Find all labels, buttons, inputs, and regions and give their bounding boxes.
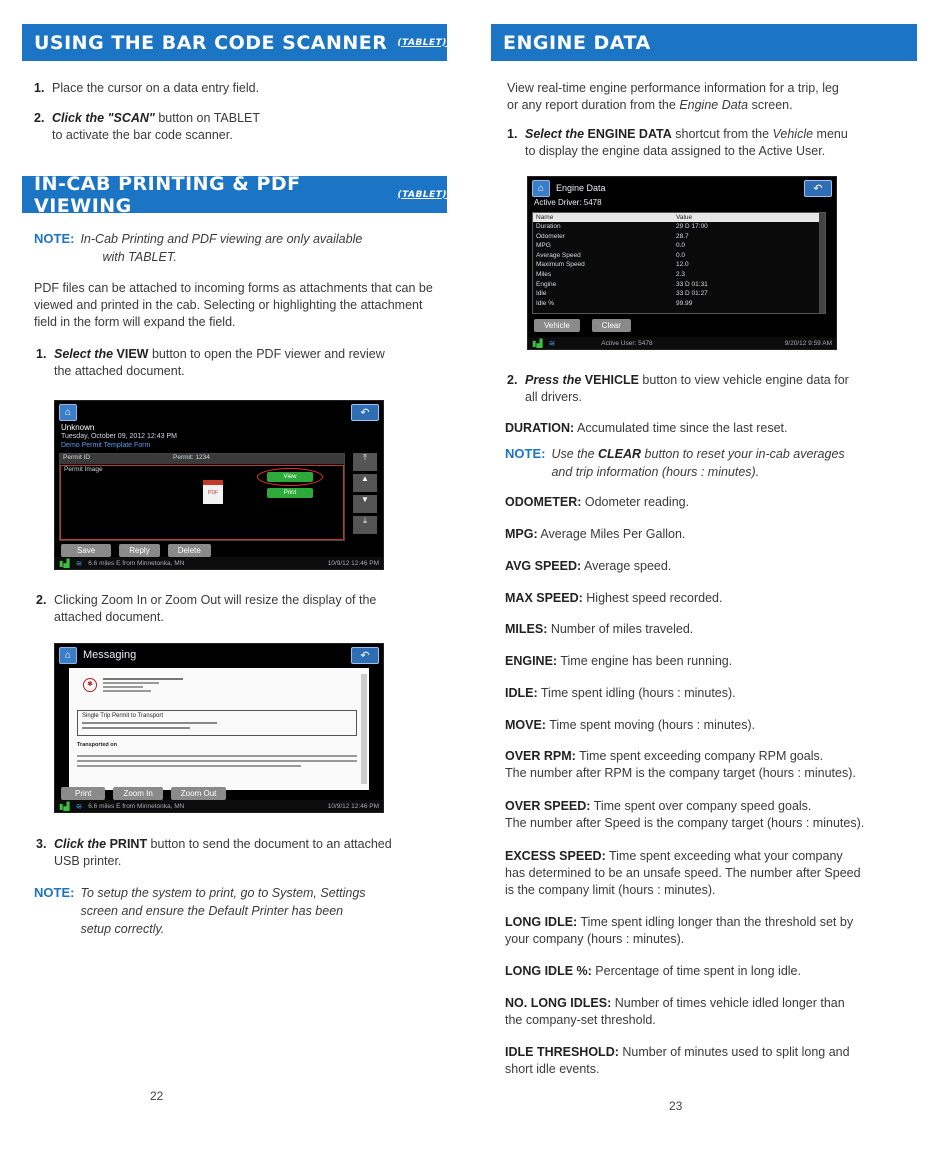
row-value: 12.0	[676, 261, 689, 269]
def-miles	[505, 621, 693, 638]
printing-tablet-tag: (TABLET)	[397, 189, 447, 200]
engine-data-row[interactable]	[533, 270, 825, 280]
def-term: LONG IDLE:	[505, 915, 578, 929]
step-text-end: menu	[813, 127, 848, 141]
intro-line-1: View real-time engine performance information for a trip, leg	[507, 81, 839, 95]
def-text: Time spent idling (hours : minutes).	[537, 686, 736, 700]
print-button[interactable]: Print	[61, 787, 105, 800]
form-title: Unknown	[61, 423, 95, 432]
row-value: 2.3	[676, 270, 686, 278]
row-name: Engine	[536, 280, 557, 288]
def-long-idle-pct	[505, 963, 920, 980]
row-name: Maximum Speed	[536, 261, 585, 269]
battery-signal-icon: ▮▟	[532, 338, 543, 348]
step-text-line2: to display the engine data assigned to the Active User.	[525, 144, 826, 158]
def-text-line3: is the company limit (hours : minutes).	[505, 883, 716, 897]
def-term: MPG:	[505, 527, 538, 541]
intro-screen-name: Engine Data	[679, 98, 749, 112]
printing-step-2	[34, 592, 439, 626]
def-text-line2: The number after Speed is the company target (hours : minutes).	[505, 816, 865, 830]
def-term: MAX SPEED:	[505, 591, 583, 605]
battery-signal-icon: ▮▟	[59, 558, 70, 568]
step-text-line2: the attached document.	[54, 364, 185, 378]
def-term: ODOMETER:	[505, 495, 582, 509]
print-button[interactable]: Print	[267, 488, 313, 498]
step-text-line2: USB printer.	[54, 854, 122, 868]
engine-data-row[interactable]	[533, 222, 825, 232]
def-idle-threshold	[505, 1044, 920, 1078]
status-bar	[55, 557, 383, 569]
scroll-down-icon[interactable]: ▼	[353, 495, 377, 513]
step-text: shortcut from the	[671, 127, 773, 141]
step-lead: Press the	[525, 373, 585, 387]
table-scrollbar[interactable]	[819, 213, 825, 313]
def-idle	[505, 685, 736, 702]
scan-button-label: "SCAN"	[107, 111, 155, 125]
step-lead: Select the	[525, 127, 588, 141]
def-max-speed	[505, 590, 722, 607]
def-engine	[505, 653, 732, 670]
def-text: Average Miles Per Gallon.	[537, 527, 686, 541]
battery-signal-icon: ▮▟	[59, 801, 70, 811]
def-text: Highest speed recorded.	[582, 591, 723, 605]
scroll-bottom-icon[interactable]: ⤓	[353, 516, 377, 534]
zoom-in-button[interactable]: Zoom In	[113, 787, 162, 800]
row-value: 0.0	[676, 242, 686, 250]
form-fields	[59, 453, 345, 541]
state-seal-icon: ✱	[83, 678, 97, 692]
column-header-value: Value	[676, 214, 693, 221]
note-line-2: screen and ensure the Default Printer has been	[80, 904, 344, 918]
def-term: MOVE:	[505, 718, 546, 732]
step-text: button on TABLET	[154, 111, 261, 125]
zoom-out-button[interactable]: Zoom Out	[171, 787, 227, 800]
def-term: OVER SPEED:	[505, 799, 591, 813]
def-text: Time spent exceeding what your company	[605, 849, 843, 863]
back-arrow-icon[interactable]: ↶	[351, 404, 379, 421]
def-mpg	[505, 526, 685, 543]
printing-step-3	[34, 836, 444, 870]
pdf-form-screenshot	[54, 400, 384, 570]
view-highlight-ring	[257, 468, 323, 486]
printing-section-banner	[22, 172, 447, 217]
def-term: AVG SPEED:	[505, 559, 582, 573]
home-icon[interactable]: ⌂	[59, 647, 77, 664]
row-name: MPG	[536, 242, 551, 250]
def-text-line2: the company-set threshold.	[505, 1013, 656, 1027]
row-name: Odometer	[536, 232, 565, 240]
home-icon[interactable]: ⌂	[532, 180, 550, 197]
def-over-rpm	[505, 748, 920, 782]
row-value: 33 D 01:27	[676, 290, 708, 298]
step-number: 1.	[507, 127, 518, 141]
engine-step-2	[505, 372, 915, 406]
engine-data-table	[532, 212, 826, 314]
vehicle-button-label: VEHICLE	[584, 373, 639, 387]
note-text: button to reset your in-cab averages	[641, 447, 845, 461]
def-text: Time spent idling longer than the threshold set by	[577, 915, 854, 929]
engine-data-screenshot	[527, 176, 837, 350]
def-excess-speed	[505, 848, 920, 899]
page-number-left: 22	[150, 1089, 164, 1103]
row-value: 99.99	[676, 299, 693, 307]
engine-data-row[interactable]	[533, 232, 825, 242]
def-text: Number of minutes used to split long and	[618, 1045, 850, 1059]
def-text-line2: has determined to be an unsafe speed. The number after Speed	[505, 866, 861, 880]
view-button-label: VIEW	[116, 347, 149, 361]
engine-data-row[interactable]	[533, 241, 825, 251]
def-term: ENGINE:	[505, 654, 558, 668]
intro-line-2-end: screen.	[748, 98, 793, 112]
pdf-file-icon: PDF	[203, 480, 223, 504]
note-line-1: To setup the system to print, go to System, Settings	[80, 886, 366, 900]
barcode-section-banner	[22, 24, 447, 61]
def-term: IDLE:	[505, 686, 538, 700]
step-number: 3.	[36, 837, 47, 851]
step-lead: Click the	[52, 111, 108, 125]
location-text: 6.6 miles E from Minnetonka, MN	[88, 559, 185, 567]
engine-data-shortcut-label: ENGINE DATA	[587, 127, 672, 141]
step-number: 2.	[36, 593, 47, 607]
form-date: Tuesday, October 09, 2012 12:43 PM	[61, 433, 177, 440]
def-text: Percentage of time spent in long idle.	[591, 964, 801, 978]
page-number-right: 23	[669, 1099, 683, 1113]
engine-data-row[interactable]	[533, 289, 825, 299]
def-text: Time engine has been running.	[557, 654, 733, 668]
engine-data-row[interactable]	[533, 280, 825, 290]
engine-data-title: ENGINE DATA	[503, 31, 651, 54]
vehicle-menu-name: Vehicle	[772, 127, 814, 141]
print-setup-note	[34, 884, 434, 938]
step-number: 2.	[507, 373, 518, 387]
clock-text: 10/9/12 12:46 PM	[327, 802, 379, 810]
step-text: button to view vehicle engine data for	[638, 373, 849, 387]
scroll-top-icon[interactable]: ⤒	[353, 453, 377, 471]
home-icon[interactable]: ⌂	[59, 404, 77, 421]
row-name: Idle	[536, 290, 547, 298]
note-label: NOTE:	[34, 885, 75, 900]
note-text-line2: with TABLET.	[102, 250, 177, 264]
view-button[interactable]: View	[267, 472, 313, 482]
field-label: Permit ID	[63, 454, 91, 461]
step-number: 1.	[36, 347, 47, 361]
step-text-line2: to activate the bar code scanner.	[52, 128, 233, 142]
field-value: Permit: 1234	[173, 454, 210, 461]
vehicle-button[interactable]: Vehicle	[534, 319, 580, 332]
row-value: 29 D 17:00	[676, 223, 708, 230]
def-text-line2: The number after RPM is the company target (hours : minutes).	[505, 766, 856, 780]
step-text: Clicking Zoom In or Zoom Out will resize the display of the	[54, 593, 377, 607]
step-text: button to open the PDF viewer and review	[148, 347, 385, 361]
def-text: Time spent exceeding company RPM goals.	[575, 749, 824, 763]
note-lead: Use the	[551, 447, 599, 461]
step-lead: Click the	[54, 837, 110, 851]
printing-note	[34, 230, 434, 266]
wifi-icon: ≋	[75, 558, 83, 568]
document-preview	[69, 668, 369, 790]
printing-step-1	[34, 346, 439, 380]
clock-text: 10/9/12 12:46 PM	[327, 559, 379, 567]
wifi-icon: ≋	[548, 338, 556, 348]
permit-heading: Single Trip Permit to Transport	[82, 713, 164, 719]
engine-data-row[interactable]	[533, 251, 825, 261]
document-scrollbar[interactable]	[361, 674, 367, 784]
row-value: 28.7	[676, 232, 689, 240]
status-bar	[55, 800, 383, 812]
engine-data-rows	[533, 222, 825, 308]
def-avg-speed	[505, 558, 671, 575]
location-text: 6.6 miles E from Minnetonka, MN	[88, 802, 185, 810]
permit-image-label: Permit Image	[64, 466, 103, 473]
intro-line-2: or any report duration from the	[507, 98, 680, 112]
wifi-icon: ≋	[75, 801, 83, 811]
barcode-section-title: USING THE BAR CODE SCANNER	[34, 31, 388, 54]
def-odometer	[505, 494, 689, 511]
row-value: 0.0	[676, 251, 686, 259]
def-long-idle	[505, 914, 920, 948]
def-text-line2: short idle events.	[505, 1062, 600, 1076]
back-arrow-icon[interactable]: ↶	[351, 647, 379, 664]
def-text: Average speed.	[581, 559, 672, 573]
note-text-line2: and trip information (hours : minutes).	[551, 465, 760, 479]
status-bar	[528, 337, 836, 349]
def-no-long-idles	[505, 995, 920, 1029]
transported-heading: Transported on	[77, 742, 118, 748]
print-button-label: PRINT	[109, 837, 148, 851]
reply-button[interactable]: Reply	[119, 544, 159, 557]
clock-text: 9/20/12 9:59 AM	[784, 339, 832, 347]
row-name: Miles	[536, 270, 552, 278]
def-text: Time spent moving (hours : minutes).	[545, 718, 756, 732]
engine-intro	[507, 80, 907, 114]
step-lead: Select the	[54, 347, 117, 361]
column-header-name: Name	[536, 214, 554, 221]
barcode-tablet-tag: (TABLET)	[397, 37, 447, 48]
def-text: Odometer reading.	[581, 495, 690, 509]
def-term: IDLE THRESHOLD:	[505, 1045, 619, 1059]
barcode-step-2	[32, 110, 432, 144]
row-value: 33 D 01:31	[676, 280, 708, 288]
def-term: NO. LONG IDLES:	[505, 996, 612, 1010]
def-term: EXCESS SPEED:	[505, 849, 606, 863]
step-number: 2.	[34, 111, 45, 125]
printing-paragraph: PDF files can be attached to incoming forms as attachments that can be viewed and printed in the cab. Selecting or highlighting the attachment field in the form will expand the field.	[34, 281, 433, 329]
def-over-speed	[505, 798, 920, 832]
back-arrow-icon[interactable]: ↶	[804, 180, 832, 197]
engine-data-banner	[491, 24, 917, 61]
def-text: Accumulated time since the last reset.	[574, 421, 788, 435]
row-name: Idle %	[536, 299, 555, 307]
def-text: Number of miles traveled.	[547, 622, 694, 636]
clear-button-label: CLEAR	[598, 447, 642, 461]
scroll-up-icon[interactable]: ▲	[353, 474, 377, 492]
save-button[interactable]: Save	[61, 544, 111, 557]
clear-note	[505, 445, 915, 481]
delete-button[interactable]: Delete	[168, 544, 211, 557]
note-label: NOTE:	[505, 446, 546, 461]
engine-data-row[interactable]	[533, 299, 825, 309]
def-term: LONG IDLE %:	[505, 964, 592, 978]
step-text: button to send the document to an attached	[147, 837, 392, 851]
messaging-screenshot	[54, 643, 384, 813]
def-duration	[505, 420, 915, 437]
scroll-controls[interactable]	[353, 453, 377, 539]
def-text: Number of times vehicle idled longer than	[611, 996, 845, 1010]
engine-data-screen-title: Engine Data	[556, 183, 606, 193]
row-name: Average Speed	[536, 251, 581, 259]
active-driver: Active Driver: 5478	[534, 198, 602, 207]
note-line-3: setup correctly.	[80, 922, 165, 936]
engine-step-1	[505, 126, 915, 160]
messaging-title: Messaging	[83, 649, 137, 661]
step-text-line2: all drivers.	[525, 390, 582, 404]
step-number: 1.	[34, 81, 45, 95]
def-term: OVER RPM:	[505, 749, 576, 763]
def-move	[505, 717, 755, 734]
step-text-line2: attached document.	[54, 610, 164, 624]
def-text: Time spent over company speed goals.	[590, 799, 812, 813]
barcode-step-1	[32, 80, 432, 97]
engine-data-row[interactable]	[533, 260, 825, 270]
def-term: DURATION:	[505, 421, 575, 435]
row-name: Duration	[536, 223, 561, 230]
note-text: In-Cab Printing and PDF viewing are only available	[80, 232, 363, 246]
note-label: NOTE:	[34, 231, 75, 246]
active-user-text: Active User: 5478	[601, 339, 653, 347]
clear-button[interactable]: Clear	[592, 319, 631, 332]
step-text: Place the cursor on a data entry field.	[52, 81, 260, 95]
form-template-name: Demo Permit Template Form	[61, 442, 151, 449]
def-term: MILES:	[505, 622, 548, 636]
printing-section-title: IN-CAB PRINTING & PDF VIEWING	[34, 172, 301, 217]
def-text-line2: your company (hours : minutes).	[505, 932, 685, 946]
